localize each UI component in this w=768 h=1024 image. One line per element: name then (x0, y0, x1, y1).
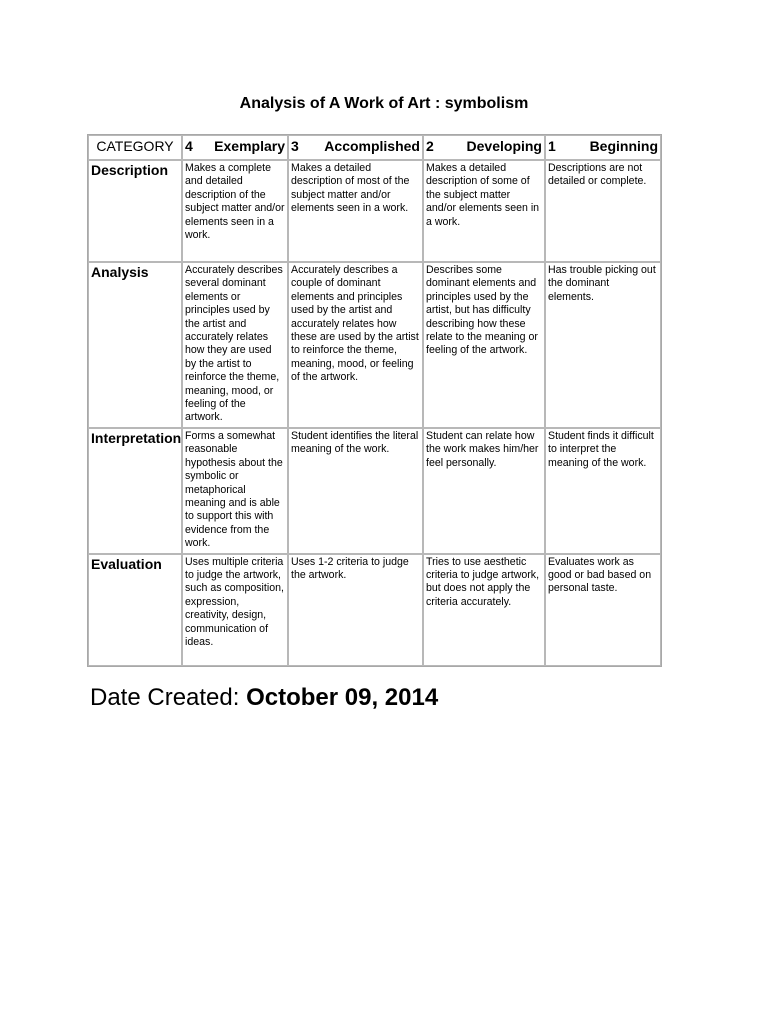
date-label: Date Created: (90, 684, 240, 711)
date-value: October 09, 2014 (246, 684, 439, 711)
rubric-cell: Makes a detailed description of most of the subject matter and/or elements seen in a work. (288, 160, 423, 262)
row-category: Evaluation (88, 554, 182, 666)
header-level-4 (182, 135, 288, 160)
rubric-cell: Uses multiple criteria to judge the artwork, such as composition, expression, creativity, design, communication of ideas. (182, 554, 288, 666)
header-category: CATEGORY (88, 135, 182, 160)
header-level-3 (288, 135, 423, 160)
row-category: Interpretation (88, 428, 182, 554)
rubric-cell: Accurately describes several dominant elements or principles used by the artist and accurately relates how they are used by the artist to reinforce the theme, meaning, mood, or feeling of the artwork. (182, 262, 288, 428)
level-number: 2 (426, 138, 434, 154)
rubric-cell: Uses 1-2 criteria to judge the artwork. (288, 554, 423, 666)
table-row-evaluation (88, 554, 661, 666)
rubric-cell: Student identifies the literal meaning of the work. (288, 428, 423, 554)
level-name: Beginning (589, 138, 658, 154)
header-level-2 (423, 135, 545, 160)
page-title: Analysis of A Work of Art : symbolism (239, 95, 529, 112)
level-name: Exemplary (214, 138, 285, 154)
table-row-description (88, 160, 661, 262)
rubric-cell: Accurately describes a couple of dominant elements and principles used by the artist and accurately relates how these are used by the artist to reinforce the theme, meaning, mood, or feeling of the artwork. (288, 262, 423, 428)
date-created (90, 684, 438, 712)
rubric-cell: Forms a somewhat reasonable hypothesis about the symbolic or metaphorical meaning and is able to support this with evidence from the work. (182, 428, 288, 554)
rubric-cell: Student finds it difficult to interpret the meaning of the work. (545, 428, 661, 554)
level-name: Accomplished (324, 138, 420, 154)
level-number: 1 (548, 138, 556, 154)
rubric-cell: Tries to use aesthetic criteria to judge artwork, but does not apply the criteria accurately. (423, 554, 545, 666)
rubric-cell: Evaluates work as good or bad based on personal taste. (545, 554, 661, 666)
rubric-cell: Describes some dominant elements and principles used by the artist, but has difficulty describing how these relate to the meaning or feeling of the artwork. (423, 262, 545, 428)
level-number: 3 (291, 138, 299, 154)
row-category: Analysis (88, 262, 182, 428)
rubric-table (87, 134, 662, 667)
table-row-interpretation (88, 428, 661, 554)
rubric-cell: Makes a complete and detailed description of the subject matter and/or elements seen in a work. (182, 160, 288, 262)
table-row-analysis (88, 262, 661, 428)
rubric-cell: Student can relate how the work makes him/her feel personally. (423, 428, 545, 554)
rubric-cell: Has trouble picking out the dominant elements. (545, 262, 661, 428)
row-category: Description (88, 160, 182, 262)
level-number: 4 (185, 138, 193, 154)
header-level-1 (545, 135, 661, 160)
level-name: Developing (466, 138, 542, 154)
rubric-cell: Makes a detailed description of some of the subject matter and/or elements seen in a work. (423, 160, 545, 262)
header-row (88, 135, 661, 160)
rubric-cell: Descriptions are not detailed or complete. (545, 160, 661, 262)
